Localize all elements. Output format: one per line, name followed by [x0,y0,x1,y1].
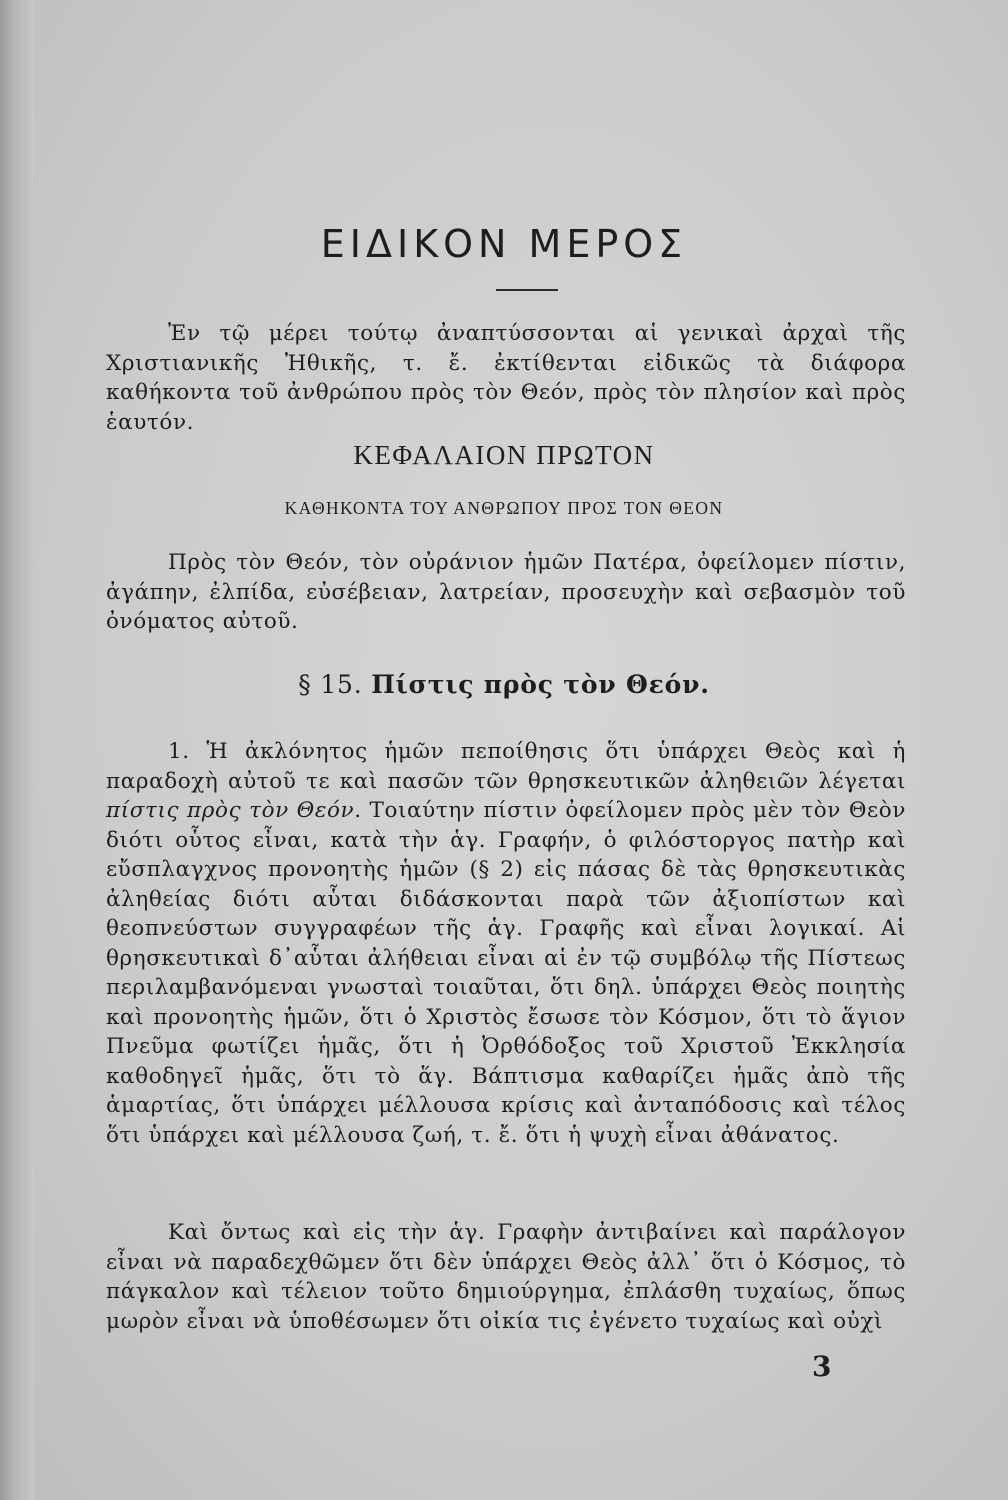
page-number: 3 [812,1350,832,1383]
body-paragraph-2: Καὶ ὄντως καὶ εἰς τὴν ἁγ. Γραφὴν ἀντιβαίνει καὶ παράλογον εἶναι νὰ παραδεχθῶμεν ὅτι δὲν ὑπάρχει Θεὸς ἀλλ᾽ ὅτι ὁ Κόσμος, τὸ πάγκαλον καὶ τέλειον τοῦτο δημιούργημα, ἐπλάσθη τυχαίως, ὅπως μωρὸν εἶναι νὰ ὑποθέσωμεν ὅτι οἰκία τις ἐγένετο τυχαίως καὶ οὐχὶ [106,1220,906,1334]
title-rule [496,289,558,291]
paragraph-1-rest: . Τοιαύτην πίστιν ὀφείλομεν πρὸς μὲν τὸν Θεὸν διότι οὗτος εἶναι, κατὰ τὴν ἁγ. Γραφήν, ὁ φιλόστοργος πατὴρ καὶ εὔσπλαγχνος προνοητὴς ἡμῶν (§ 2) εἰς πάσας δὲ τὰς θρησκευτικὰς ἀληθείας διότι αὗται διδάσκονται παρὰ τῶν ἀξιοπίστων καὶ θεοπνεύστων συγγραφέων τῆς ἁγ. Γραφῆς καὶ εἶναι λογικαί. Αἱ θρησκευτικαὶ δ᾽αὗται ἀλήθειαι εἶναι αἱ ἐν τῷ συμβόλῳ τῆς Πίστεως περιλαμβανόμεναι γνωσταὶ τοιαῦται, ὅτι δηλ. ὑπάρχει Θεὸς ποιητὴς καὶ προνοητὴς ἡμῶν, ὅτι ὁ Χριστὸς ἔσωσε τὸν Κόσμον, ὅτι τὸ ἅγιον Πνεῦμα φωτίζει ἡμᾶς, ὅτι ἡ Ὀρθόδοξος τοῦ Χριστοῦ Ἐκκλησία καθοδηγεῖ ἡμᾶς, ὅτι τὸ ἅγ. Βάπτισμα καθαρίζει ἡμᾶς ἀπὸ τῆς ἁμαρτίας, ὅτι ὑπάρχει μέλλουσα κρίσις καὶ ἀνταπόδοσις καὶ τέλος ὅτι ὑπάρχει καὶ μέλλουσα ζωή, τ. ἔ. ὅτι ἡ ψυχὴ εἶναι ἀθάνατος. [106,798,907,1148]
emphasis-term: πίστις πρὸς τὸν Θεόν [106,798,355,823]
section-heading [0,670,1008,699]
paragraph-1-start: 1. Ἡ ἀκλόνητος ἡμῶν πεποίθησις ὅτι ὑπάρχει Θεὸς καὶ ἡ παραδοχὴ αὐτοῦ τε καὶ πασῶν τῶν θρησκευτικῶν ἀληθειῶν λέγεται [106,739,906,794]
chapter-title: ΚΕΦΑΛΑΙΟΝ ΠΡΩΤΟΝ [353,440,655,470]
part-title: ΕΙΔΙΚΟΝ ΜΕΡΟΣ [320,222,688,266]
section-number: § 15. [298,670,363,699]
chapter-intro-paragraph: Πρὸς τὸν Θεόν, τὸν οὐράνιον ἡμῶν Πατέρα, ὀφείλομεν πίστιν, ἀγάπην, ἐλπίδα, εὐσέβειαν, λατρείαν, προσευχὴν καὶ σεβασμὸν τοῦ ὀνόματος αὐτοῦ. [106,550,906,634]
body-paragraph-1 [106,737,906,1150]
section-title: Πίστις πρὸς τὸν Θεόν. [371,670,710,699]
intro-paragraph: Ἐν τῷ μέρει τούτῳ ἀναπτύσσονται αἱ γενικαὶ ἀρχαὶ τῆς Χριστιανικῆς Ἠθικῆς, τ. ἔ. ἐκτίθενται εἰδικῶς τὰ διάφορα καθήκοντα τοῦ ἀνθρώπου πρὸς τὸν Θεόν, πρὸς τὸν πλησίον καὶ πρὸς ἑαυτόν. [106,321,906,435]
chapter-subtitle: ΚΑΘΗΚΟΝΤΑ ΤΟΥ ΑΝΘΡΩΠΟΥ ΠΡΟΣ ΤΟΝ ΘΕΟΝ [284,498,724,518]
